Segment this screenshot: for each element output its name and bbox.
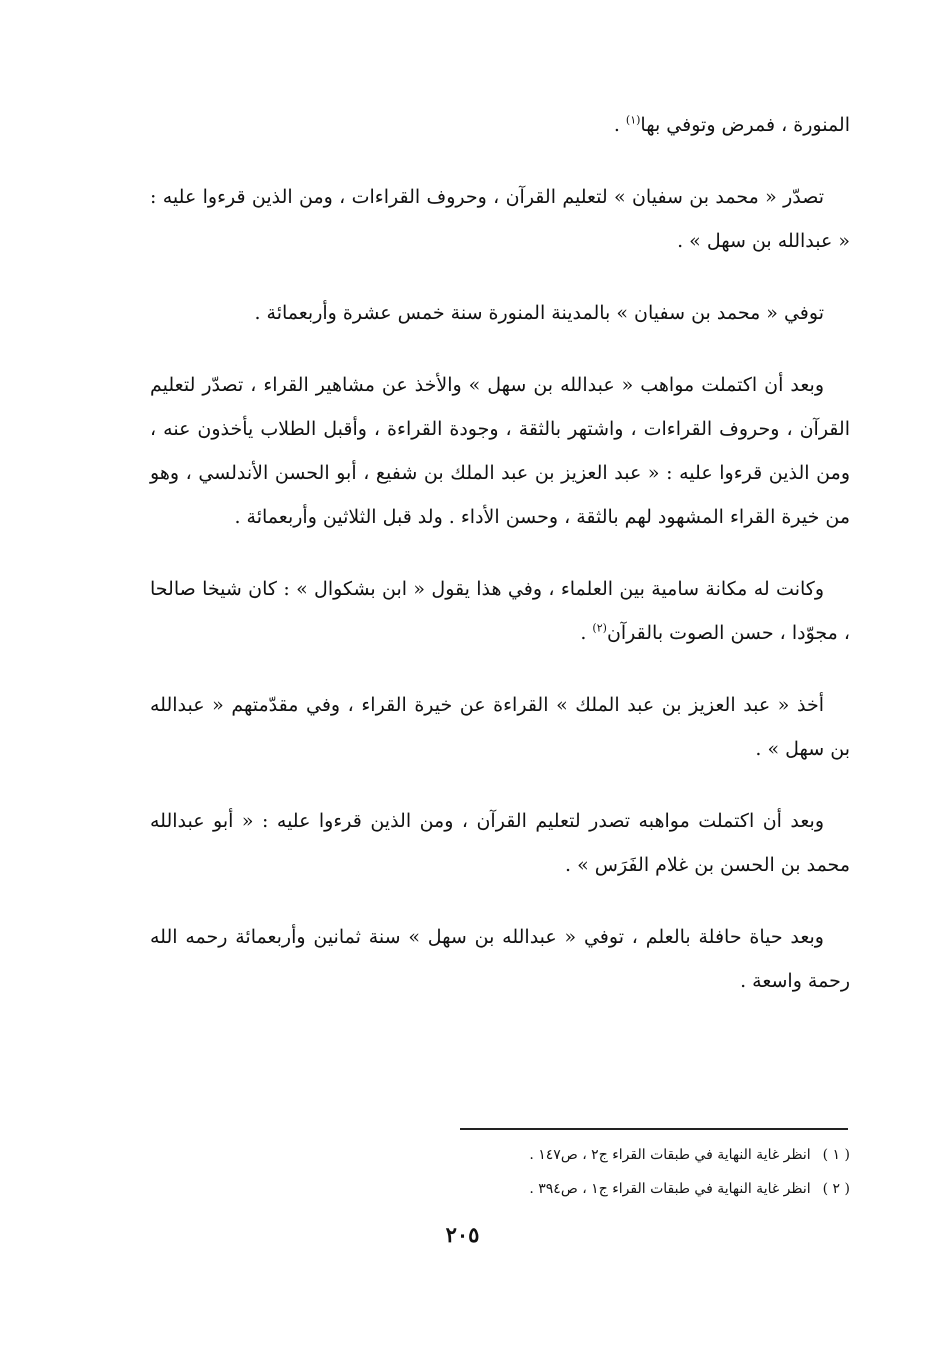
footnote-number: ( ٢ ) [822, 1181, 850, 1197]
paragraph-7: وبعد أن اكتملت مواهبه تصدر لتعليم القرآن ، ومن الذين قرءوا عليه : « أبو عبدالله محمد بن الحسن بن غلام الفَرَس » . [150, 810, 850, 876]
paragraph-text: وكانت له مكانة سامية بين العلماء ، وفي هذا يقول « ابن بشكوال » : كان شيخا صالحا ، مجوّدا ، حسن الصوت بالقرآن [150, 578, 850, 644]
paragraph-end: . [613, 114, 626, 136]
footnotes [440, 1138, 850, 1206]
body-text [150, 103, 850, 1031]
footnote-2 [440, 1172, 850, 1206]
footnote-ref-2: (٢) [592, 621, 607, 635]
paragraph-end: . [580, 622, 593, 644]
footnote-text: انظر غاية النهاية في طبقات القراء ج١ ، ص٣٩٤ . [529, 1181, 811, 1197]
footnote-1 [440, 1138, 850, 1172]
paragraph-5 [150, 567, 850, 655]
paragraph-2: تصدّر « محمد بن سفيان » لتعليم القرآن ، وحروف القراءات ، ومن الذين قرءوا عليه : « عبدالله بن سهل » . [150, 186, 850, 252]
footnote-separator [460, 1128, 848, 1130]
footnote-number: ( ١ ) [822, 1147, 850, 1163]
paragraph-8: وبعد حياة حافلة بالعلم ، توفي « عبدالله بن سهل » سنة ثمانين وأربعمائة رحمه الله رحمة واسعة . [150, 926, 850, 992]
paragraph-text: المنورة ، فمرض وتوفي بها [640, 114, 850, 136]
paragraph-3: توفي « محمد بن سفيان » بالمدينة المنورة سنة خمس عشرة وأربعمائة . [254, 302, 824, 324]
paragraph-1 [150, 103, 850, 147]
paragraph-4: وبعد أن اكتملت مواهب « عبدالله بن سهل » والأخذ عن مشاهير القراء ، تصدّر لتعليم القرآن ، وحروف القراءات ، واشتهر بالثقة ، وجودة القراءة ، وأقبل الطلاب يأخذون عنه ، ومن الذين قرءوا عليه : « عبد العزيز بن عبد الملك بن شفيع ، أبو الحسن الأندلسي ، وهو من خيرة القراء المشهود لهم بالثقة ، وحسن الأداء . ولد قبل الثلاثين وأربعمائة . [150, 374, 850, 528]
paragraph-6: أخذ « عبد العزيز بن عبد الملك » القراءة عن خيرة القراء ، وفي مقدّمتهم « عبدالله بن سهل » . [150, 694, 850, 760]
footnote-ref-1: (١) [625, 113, 641, 127]
page-number: ٢٠٥ [445, 1222, 480, 1247]
footnote-text: انظر غاية النهاية في طبقات القراء ج٢ ، ص١٤٧ . [529, 1147, 811, 1163]
